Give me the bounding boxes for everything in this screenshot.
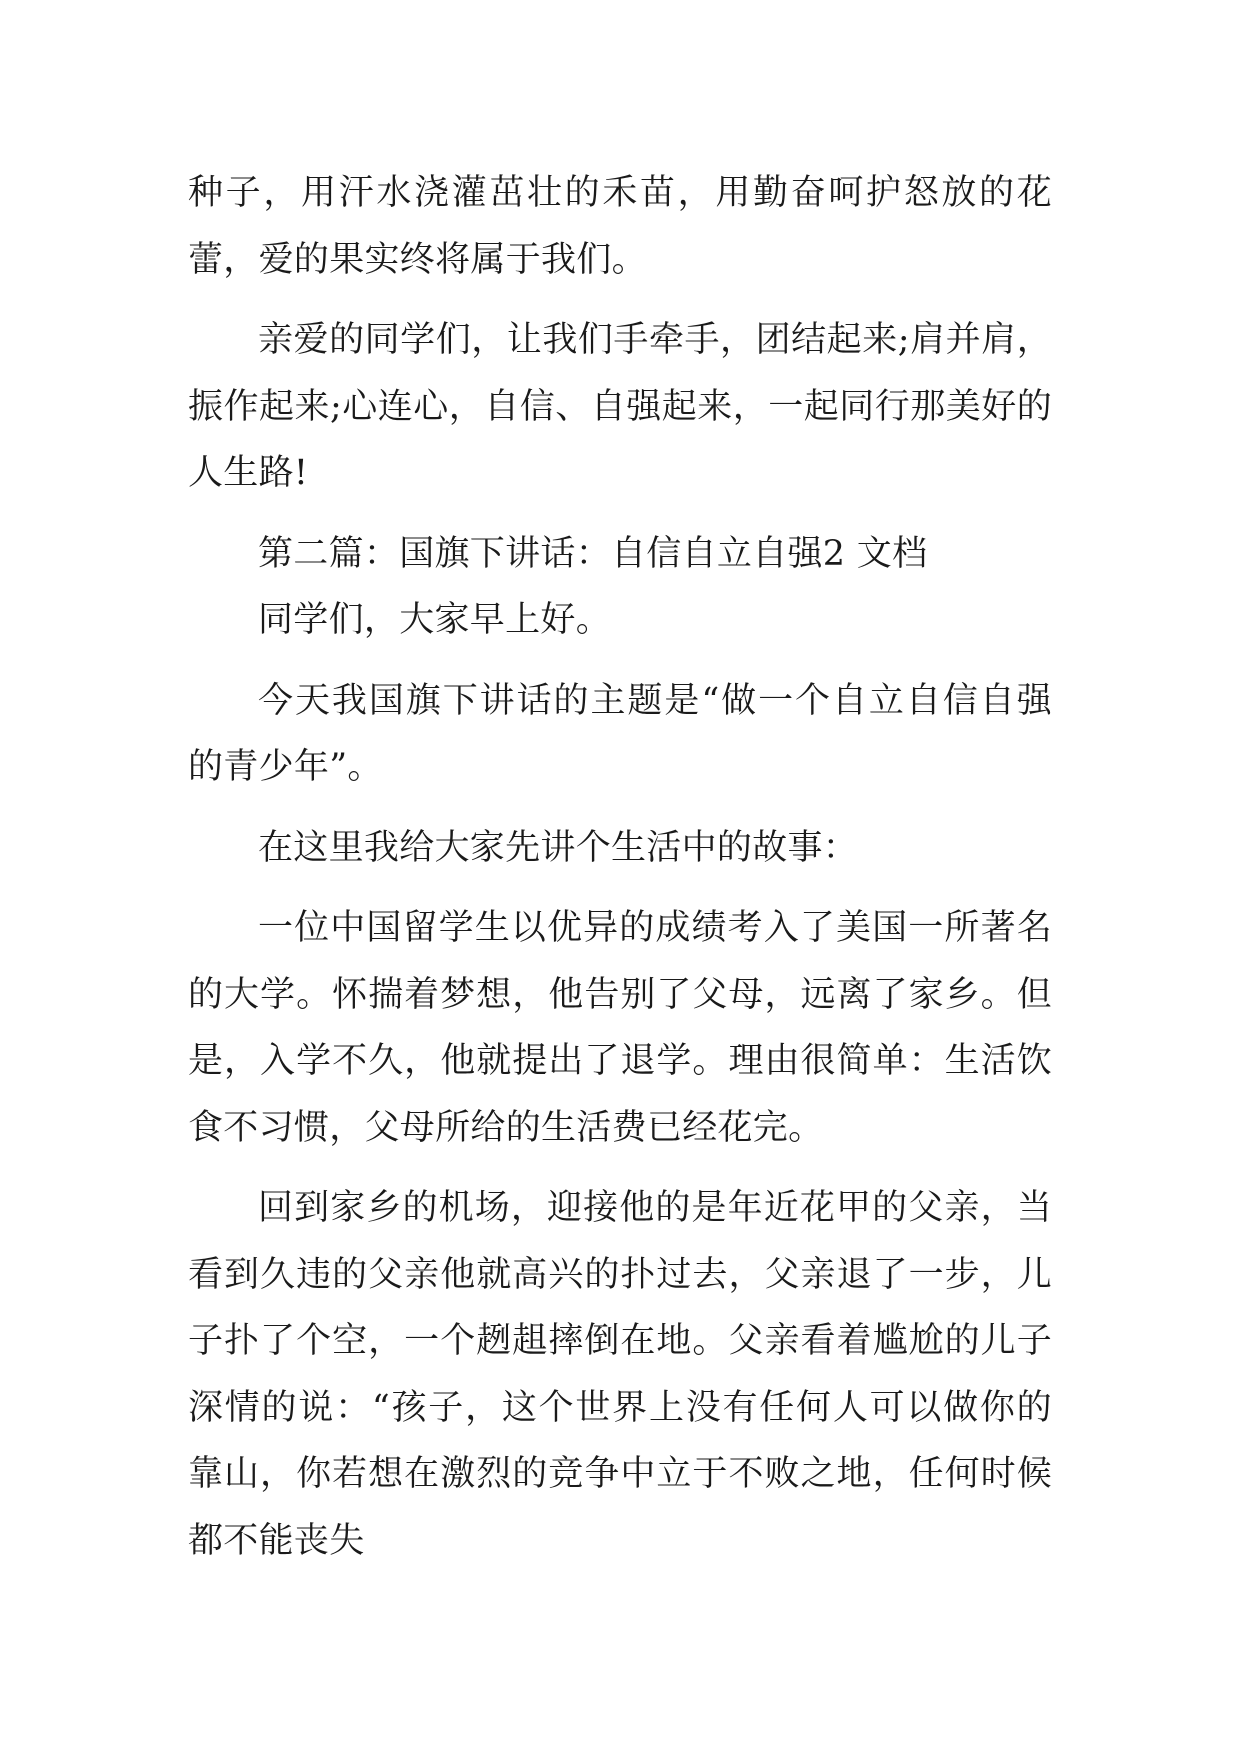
paragraph-greeting: 同学们，大家早上好。 [258,600,612,640]
paragraph-story-intro: 在这里我给大家先讲个生活中的故事： [258,827,859,868]
paragraph-story-part-2: 回到家乡的机场，迎接他的是年近花甲的父亲，当看到久违的父亲他就高兴的扑过去，父亲退了一步，儿子扑了个空，一个趔趄摔倒在地。父亲看着尴尬的儿子深情的说：“孩子，这个世界上没有任何人可以做你的靠山，你若想在激烈的竞争中立于不败之地，任何时候都不能丧失 [188,1188,1052,1561]
paragraph-story-part-1: 一位中国留学生以优异的成绩考入了美国一所著名的大学。怀揣着梦想，他告别了父母，远离了家乡。但是，入学不久，他就提出了退学。理由很简单：生活饮食不习惯，父母所给的生活费已经花完。 [188,908,1052,1148]
paragraph-closing-appeal: 亲爱的同学们，让我们手牵手，团结起来;肩并肩，振作起来;心连心，自信、自强起来，一起同行那美好的人生路! [188,320,1052,493]
paragraph-topic: 今天我国旗下讲话的主题是“做一个自立自信自强的青少年”。 [188,680,1052,787]
section-heading: 第二篇：国旗下讲话：自信自立自强2 文档 [258,533,928,574]
paragraph-continuation: 种子，用汗水浇灌茁壮的禾苗，用勤奋呵护怒放的花蕾，爱的果实终将属于我们。 [188,173,1052,280]
document-body [188,160,1052,1574]
